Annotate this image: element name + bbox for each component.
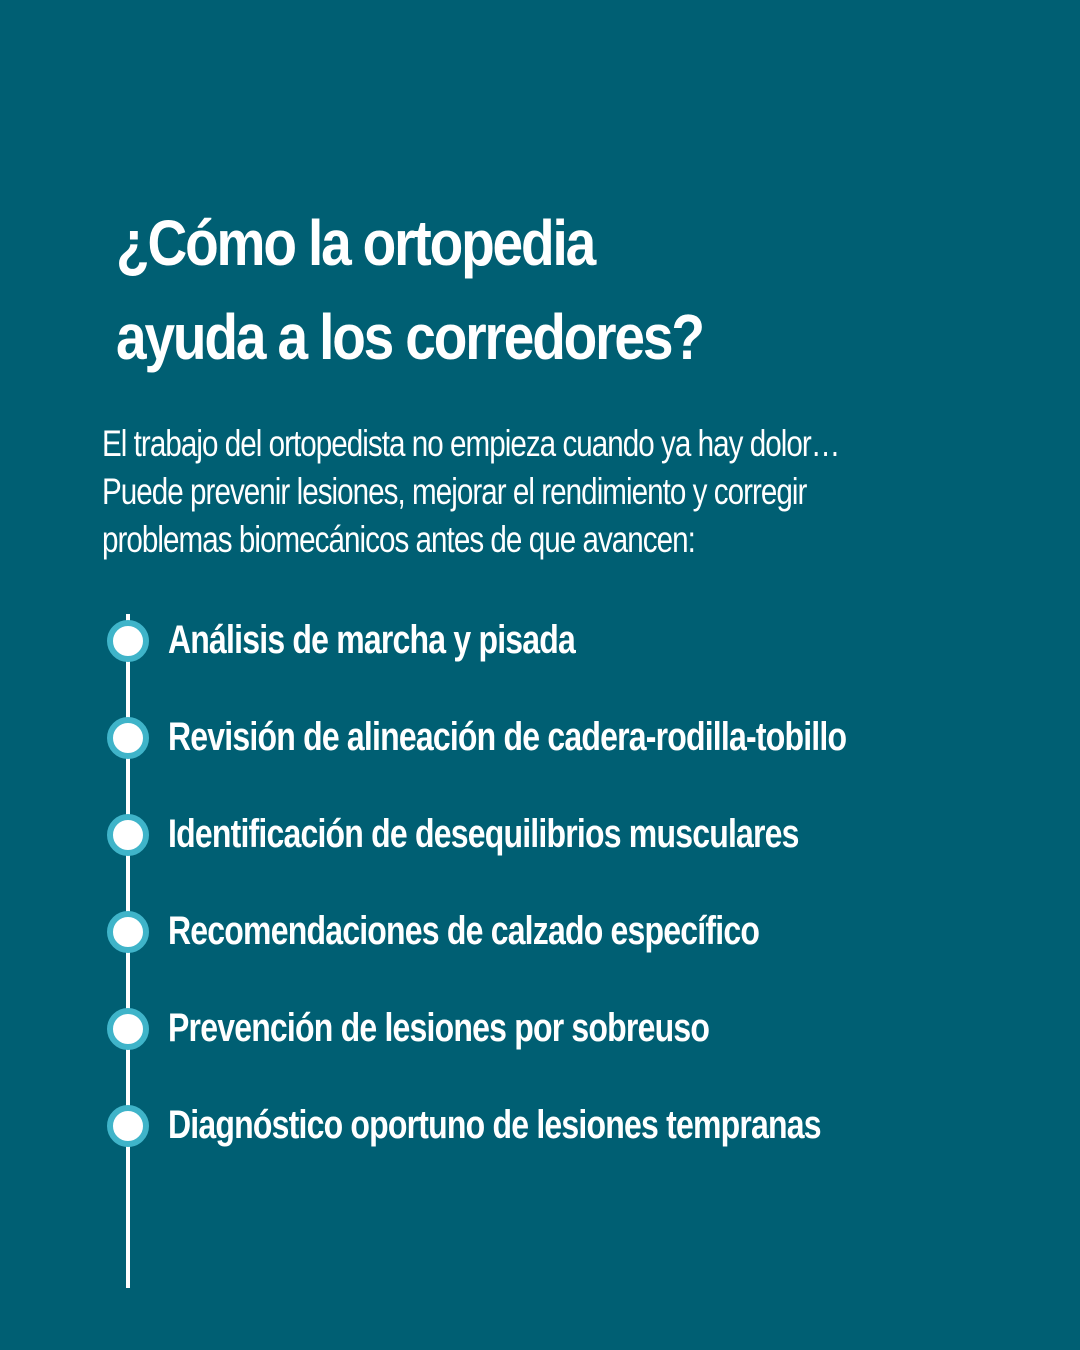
page-title (116, 196, 804, 384)
intro-line-3: problemas biomecánicos antes de que avancen: (102, 519, 695, 560)
timeline-dot-icon (107, 717, 149, 759)
list-item-label: Diagnóstico oportuno de lesiones tempranas (168, 1103, 821, 1147)
list-item-label: Revisión de alineación de cadera-rodilla-tobillo (168, 715, 847, 759)
list-item-label: Análisis de marcha y pisada (168, 618, 576, 662)
intro-line-1: El trabajo del ortopedista no empieza cuando ya hay dolor… (102, 423, 840, 464)
title-line-1: ¿Cómo la ortopedia (116, 207, 595, 279)
list-item-label: Recomendaciones de calzado específico (168, 909, 760, 953)
timeline-dot-icon (107, 620, 149, 662)
title-line-2: ayuda a los corredores? (116, 301, 703, 373)
timeline-dot-icon (107, 1105, 149, 1147)
list-item-label: Identificación de desequilibrios musculares (168, 812, 799, 856)
timeline-dot-icon (107, 1008, 149, 1050)
list-item-label: Prevención de lesiones por sobreuso (168, 1006, 710, 1050)
intro-paragraph (102, 420, 870, 564)
timeline-dot-icon (107, 911, 149, 953)
intro-line-2: Puede prevenir lesiones, mejorar el rendimiento y corregir (102, 471, 807, 512)
timeline-dot-icon (107, 814, 149, 856)
